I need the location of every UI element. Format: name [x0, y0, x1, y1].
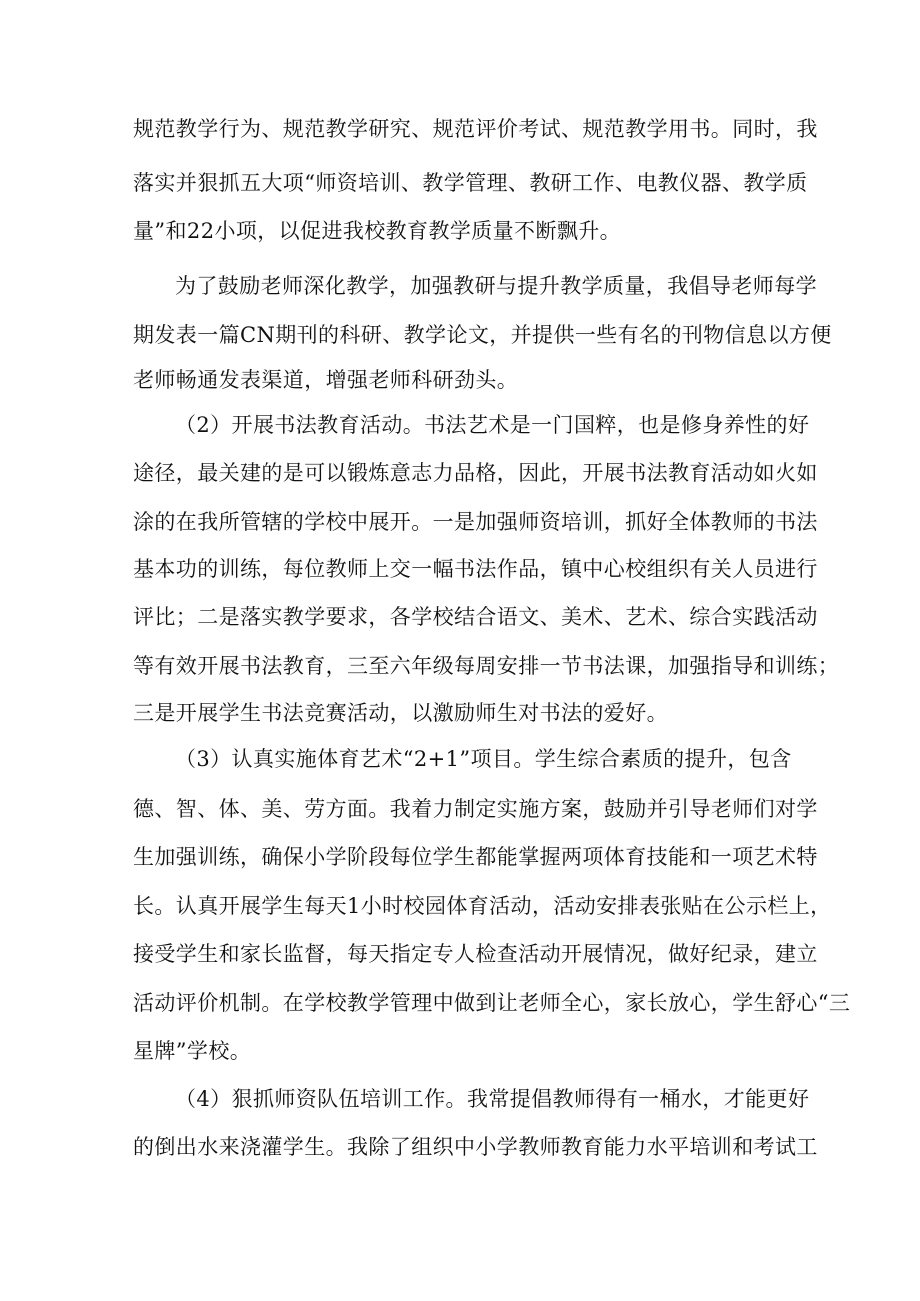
text-line: 规范教学行为、规范教学研究、规范评价考试、规范教学用书。同时，我 — [133, 117, 818, 141]
text-line: 活动评价机制。在学校教学管理中做到让老师全心，家长放心，学生舒心“三 — [133, 991, 851, 1015]
text-line: 接受学生和家长监督，每天指定专人检查活动开展情况，做好纪录，建立 — [133, 942, 818, 966]
text-line: 等有效开展书法教育，三至六年级每周安排一节书法课，加强指导和训练； — [133, 654, 840, 678]
text-line: 的倒出水来浇灌学生。我除了组织中小学教师教育能力水平培训和考试工 — [133, 1135, 818, 1159]
text-line: 评比；二是落实教学要求，各学校结合语文、美术、艺术、综合实践活动 — [133, 605, 818, 629]
text-line: 星牌”学校。 — [133, 1039, 252, 1063]
text-line: （2）开展书法教育活动。书法艺术是一门国粹，也是修身养性的好 — [175, 413, 810, 437]
text-line: 期发表一篇CN期刊的科研、教学论文，并提供一些有名的刊物信息以方便 — [133, 323, 832, 347]
text-line: 长。认真开展学生每天1小时校园体育活动，活动安排表张贴在公示栏上， — [133, 894, 832, 918]
text-line: 老师畅通发表渠道，增强老师科研劲头。 — [133, 368, 519, 392]
text-line: 落实并狠抓五大项“师资培训、教学管理、教研工作、电教仪器、教学质 — [133, 171, 808, 195]
text-line: 为了鼓励老师深化教学，加强教研与提升教学质量，我倡导老师每学 — [175, 274, 817, 298]
text-line: （4）狠抓师资队伍培训工作。我常提倡教师得有一桶水，才能更好 — [175, 1087, 810, 1111]
text-line: 生加强训练，确保小学阶段每位学生都能掌握两项体育技能和一项艺术特 — [133, 845, 818, 869]
text-line: 三是开展学生书法竞赛活动，以激励师生对书法的爱好。 — [133, 701, 668, 725]
text-line: 途径，最关建的是可以锻炼意志力品格，因此，开展书法教育活动如火如 — [133, 461, 818, 485]
text-line: （3）认真实施体育艺术“2+1”项目。学生综合素质的提升，包含 — [175, 747, 792, 771]
text-line: 基本功的训练，每位教师上交一幅书法作品，镇中心校组织有关人员进行 — [133, 557, 818, 581]
text-line: 涂的在我所管辖的学校中展开。一是加强师资培训，抓好全体教师的书法 — [133, 510, 818, 534]
text-line: 量”和22小项，以促进我校教育教学质量不断飘升。 — [133, 219, 622, 243]
text-line: 德、智、体、美、劳方面。我着力制定实施方案，鼓励并引导老师们对学 — [133, 797, 818, 821]
